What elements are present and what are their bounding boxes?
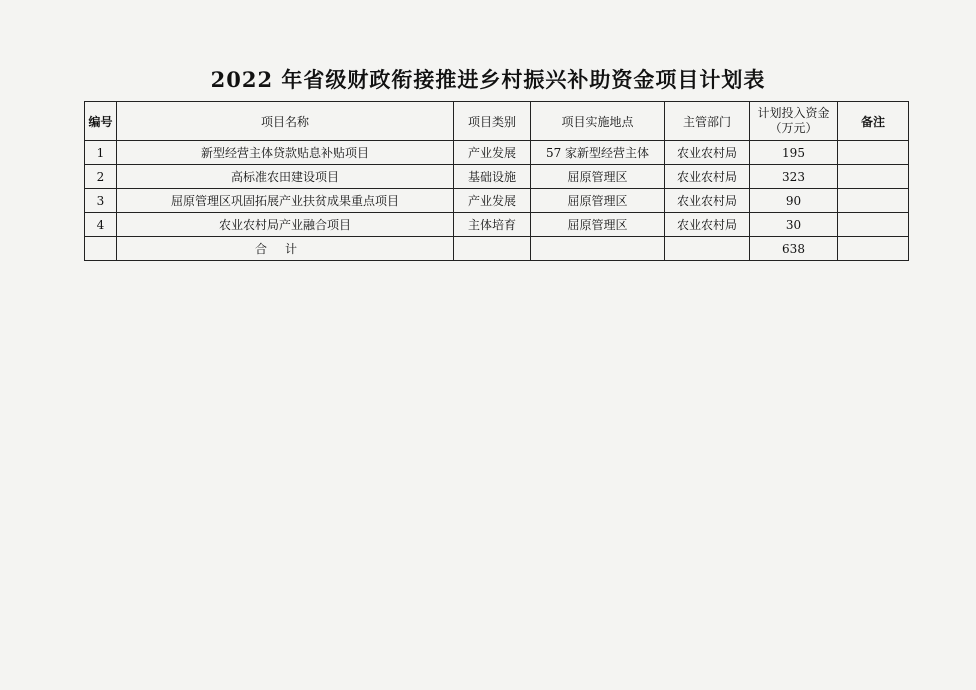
- cell-dept: 农业农村局: [665, 141, 750, 165]
- cell-location: 屈原管理区: [531, 165, 665, 189]
- header-category: 项目类别: [454, 102, 531, 141]
- table-row: [85, 213, 909, 237]
- cell-name: 农业农村局产业融合项目: [117, 213, 454, 237]
- cell-budget: 323: [750, 165, 838, 189]
- page-title: 2022 年省级财政衔接推进乡村振兴补助资金项目计划表: [210, 67, 766, 92]
- header-remark: 备注: [838, 102, 909, 141]
- header-name: 项目名称: [117, 102, 454, 141]
- cell-name: 屈原管理区巩固拓展产业扶贫成果重点项目: [117, 189, 454, 213]
- header-budget-line2: （万元）: [769, 121, 818, 135]
- header-budget-line1: 计划投入资金: [757, 106, 830, 120]
- project-plan-table: [84, 101, 909, 261]
- cell-category: 产业发展: [454, 141, 531, 165]
- cell-no: 2: [85, 165, 117, 189]
- header-dept: 主管部门: [665, 102, 750, 141]
- cell-category: 基础设施: [454, 165, 531, 189]
- cell-category: 主体培育: [454, 213, 531, 237]
- total-empty-cell: [838, 237, 909, 261]
- cell-location: 57 家新型经营主体: [531, 141, 665, 165]
- cell-budget: 90: [750, 189, 838, 213]
- cell-no: 3: [85, 189, 117, 213]
- cell-location: 屈原管理区: [531, 189, 665, 213]
- cell-remark: [838, 189, 909, 213]
- total-empty-cell: [531, 237, 665, 261]
- cell-location: 屈原管理区: [531, 213, 665, 237]
- total-empty-cell: [85, 237, 117, 261]
- cell-category: 产业发展: [454, 189, 531, 213]
- cell-name: 高标准农田建设项目: [117, 165, 454, 189]
- total-budget: 638: [750, 237, 838, 261]
- header-location: 项目实施地点: [531, 102, 665, 141]
- header-budget: [750, 102, 838, 141]
- cell-no: 4: [85, 213, 117, 237]
- cell-no: 1: [85, 141, 117, 165]
- table-row: [85, 141, 909, 165]
- cell-remark: [838, 141, 909, 165]
- total-row: [85, 237, 909, 261]
- header-row: [85, 102, 909, 141]
- cell-dept: 农业农村局: [665, 189, 750, 213]
- cell-budget: 195: [750, 141, 838, 165]
- table-row: [85, 165, 909, 189]
- cell-budget: 30: [750, 213, 838, 237]
- table-row: [85, 189, 909, 213]
- cell-dept: 农业农村局: [665, 213, 750, 237]
- cell-remark: [838, 213, 909, 237]
- total-label: 合计: [117, 237, 454, 261]
- header-no: 编号: [85, 102, 117, 141]
- total-empty-cell: [665, 237, 750, 261]
- cell-dept: 农业农村局: [665, 165, 750, 189]
- total-empty-cell: [454, 237, 531, 261]
- cell-remark: [838, 165, 909, 189]
- cell-name: 新型经营主体贷款贴息补贴项目: [117, 141, 454, 165]
